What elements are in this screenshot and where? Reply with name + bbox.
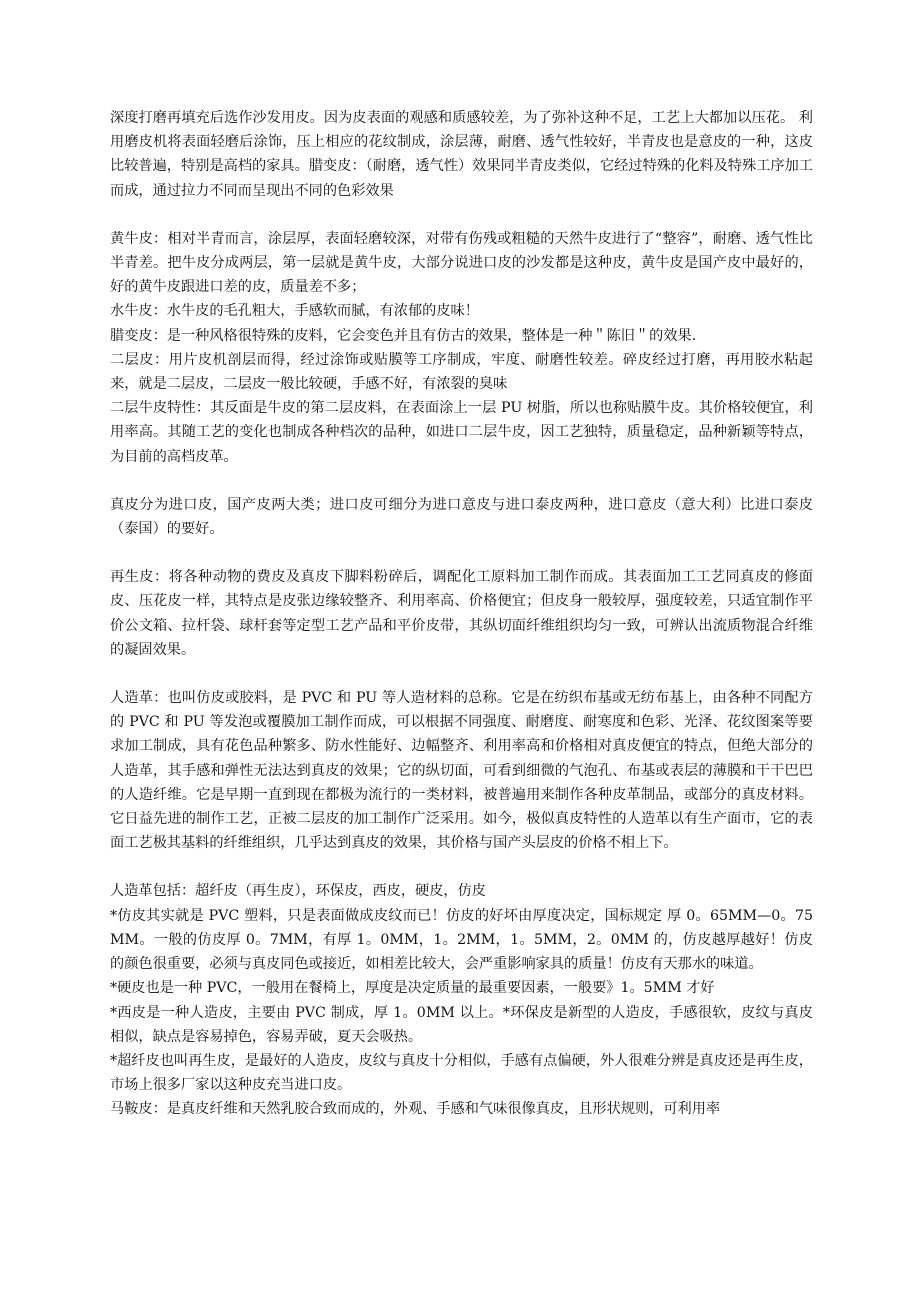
paragraph-gap (110, 203, 813, 227)
paragraph-1: 深度打磨再填充后选作沙发用皮。因为皮表面的观感和质感较差，为了弥补这种不足，工艺上大都加以压花。 利用磨皮机将表面轻磨后涂饰，压上相应的花纹制成，涂层薄，耐磨、透气性较好，半青皮也是意皮的一种，这皮比较普遍，特别是高档的家具。腊变皮：（耐磨，透气性）效果同半青皮类似，它经过特殊的化料及特殊工序加工而成，通过拉力不同而呈现出不同的色彩效果 (110, 110, 813, 199)
paragraph-gap (110, 541, 813, 565)
document-body (110, 106, 813, 1122)
paragraph-gap (110, 855, 813, 879)
paragraph-zhenpi: 真皮分为进口皮，国产皮两大类；进口皮可细分为进口意皮与进口泰皮两种，进口意皮（意大利）比进口泰皮（泰国）的要好。 (110, 496, 813, 538)
paragraph-maanpi: 马鞍皮：是真皮纤维和天然乳胶合致而成的，外观、手感和气味很像真皮，且形状规则，可利用率 (110, 1101, 721, 1118)
paragraph-labianpi: 腊变皮：是一种风格很特殊的皮料，它会变色并且有仿古的效果，整体是一种＂陈旧＂的效果. (110, 327, 697, 344)
paragraph-shuiniupi: 水牛皮：水牛皮的毛孔粗大，手感软而腻，有浓郁的皮味！ (110, 303, 479, 320)
paragraph-ercengpi: 二层皮：用片皮机剖层而得，经过涂饰或贴膜等工序制成，牢度、耐磨性较差。碎皮经过打磨，再用胶水粘起来，就是二层皮，二层皮一般比较硬，手感不好，有浓裂的臭味 (110, 351, 813, 393)
paragraph-chaoxianpi: *超纤皮也叫再生皮，是最好的人造皮，皮纹与真皮十分相似，手感有点偏硬，外人很难分辨是真皮还是再生皮，市场上很多厂家以这种皮充当进口皮。 (110, 1052, 813, 1094)
paragraph-renzaoge-types: 人造革包括：超纤皮（再生皮），环保皮，西皮，硬皮，仿皮 (110, 883, 486, 900)
paragraph-zaishengpi: 再生皮：将各种动物的费皮及真皮下脚料粉碎后，调配化工原料加工制作而成。其表面加工工艺同真皮的修面皮、压花皮一样，其特点是皮张边缘较整齐、利用率高、价格便宜；但皮身一般较厚，强度较差，只适宜制作平价公文箱、拉杆袋、球杆套等定型工艺产品和平价皮带，其纵切面纤维组织均匀一致，可辨认出流质物混合纤维的凝固效果。 (110, 569, 813, 658)
paragraph-ercengniupi: 二层牛皮特性：其反面是牛皮的第二层皮料，在表面涂上一层 PU 树脂，所以也称贴膜牛皮。其价格较便宜，利用率高。其随工艺的变化也制成各种档次的品种，如进口二层牛皮，因工艺独特，质量稳定，品种新颖等特点，为目前的高档皮革。 (110, 400, 813, 465)
paragraph-huangniupi: 黄牛皮：相对半青而言，涂层厚，表面轻磨较深，对带有伤残或粗糙的天然牛皮进行了“整容”，耐磨、透气性比半青差。把牛皮分成两层，第一层就是黄牛皮，大部分说进口皮的沙发都是这种皮，黄牛皮是国产皮中最好的，好的黄牛皮跟进口差的皮，质量差不多； (110, 230, 813, 296)
paragraph-yingpi: *硬皮也是一种 PVC，一般用在餐椅上，厚度是决定质量的最重要因素，一般要》1。5MM 才好 (110, 980, 715, 997)
paragraph-fangpi: *仿皮其实就是 PVC 塑料，只是表面做成皮纹而已！仿皮的好坏由厚度决定，国标规定 厚 0。65MM—0。75MM。一般的仿皮厚 0。7MM，有厚 1。0MM，1。2MM，1。5MM，2。0MM 的，仿皮越厚越好！仿皮的颜色很重要，必须与真皮同色或接近，如相差比较大，会严重影响家具的质量！仿皮有天那水的味道。 (110, 907, 813, 973)
paragraph-gap (110, 469, 813, 493)
paragraph-renzaoge: 人造革：也叫仿皮或胶料，是 PVC 和 PU 等人造材料的总称。它是在纺织布基或无纺布基上，由各种不同配方的 PVC 和 PU 等发泡或覆膜加工制作而成，可以根据不同强度、耐磨度、耐寒度和色彩、光泽、花纹图案等要求加工制成，具有花色品种繁多、防水性能好、边幅整齐、利用率高和价格相对真皮便宜的特点，但绝大部分的人造革，其手感和弹性无法达到真皮的效果；它的纵切面，可看到细微的气泡孔、布基或表层的薄膜和干干巴巴的人造纤维。它是早期一直到现在都极为流行的一类材料，被普遍用来制作各种皮革制品，或部分的真皮材料。它日益先进的制作工艺，正被二层皮的加工制作广泛采用。如今，极似真皮特性的人造革以有生产面市，它的表面工艺极其基料的纤维组织，几乎达到真皮的效果，其价格与国产头层皮的价格不相上下。 (110, 690, 813, 852)
paragraph-xipi: *西皮是一种人造皮，主要由 PVC 制成，厚 1。0MM 以上。*环保皮是新型的人造皮，手感很软，皮纹与真皮相似，缺点是容易掉色，容易弄破，夏天会吸热。 (110, 1004, 813, 1045)
paragraph-gap (110, 662, 813, 686)
